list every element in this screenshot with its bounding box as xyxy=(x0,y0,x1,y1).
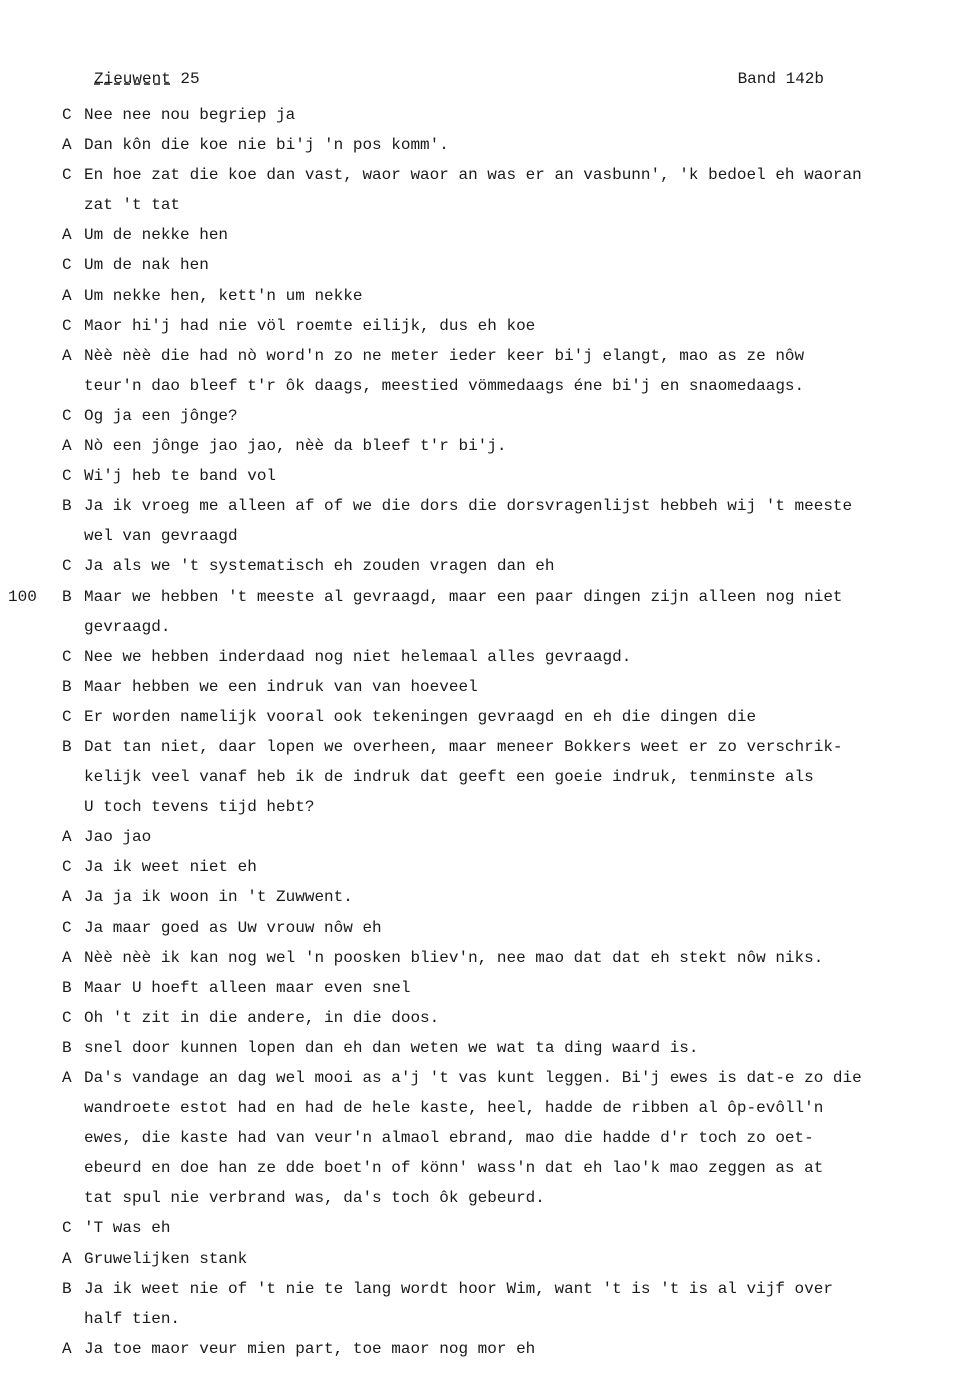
speaker-label: C xyxy=(62,1008,72,1027)
line-text: Ja als we 't systematisch eh zouden vragen dan eh xyxy=(84,557,555,576)
line-text: 'T was eh xyxy=(84,1219,171,1238)
transcript-line xyxy=(0,341,979,371)
transcript-line xyxy=(0,1123,979,1153)
line-text: Nee we hebben inderdaad nog niet helemaal alles gevraagd. xyxy=(84,647,632,666)
transcript-line xyxy=(0,220,979,250)
transcript-line xyxy=(0,1063,979,1093)
line-text: Maar U hoeft alleen maar even snel xyxy=(84,978,411,997)
place-name: Zieuwent xyxy=(94,70,171,88)
transcript-line xyxy=(0,1274,979,1304)
line-text: tat spul nie verbrand was, da's toch ôk gebeurd. xyxy=(84,1189,545,1208)
transcript-line xyxy=(0,1304,979,1334)
line-text: Maar hebben we een indruk van van hoeveel xyxy=(84,677,478,696)
transcript-lines xyxy=(0,100,979,1364)
speaker-label: A xyxy=(62,948,72,967)
transcript-line xyxy=(0,250,979,280)
page-title xyxy=(94,70,200,88)
transcript-line xyxy=(0,1033,979,1063)
transcript-line xyxy=(0,943,979,973)
transcript-line xyxy=(0,1334,979,1364)
line-text: Jao jao xyxy=(84,828,152,847)
speaker-label: A xyxy=(62,888,72,907)
line-text: snel door kunnen lopen dan eh dan weten we wat ta ding waard is. xyxy=(84,1038,699,1057)
speaker-label: C xyxy=(62,256,72,275)
line-text: Um de nak hen xyxy=(84,256,209,275)
line-text: wel van gevraagd xyxy=(84,527,238,546)
speaker-label: B xyxy=(62,677,72,696)
line-text: Nèè nèè ik kan nog wel 'n poosken bliev'n, nee mao dat dat eh stekt nôw niks. xyxy=(84,948,824,967)
band-label: Band 142b xyxy=(737,70,824,88)
transcript-line xyxy=(0,1153,979,1183)
transcript-line xyxy=(0,190,979,220)
transcript-line xyxy=(0,130,979,160)
transcript-line xyxy=(0,311,979,341)
transcript-line xyxy=(0,913,979,943)
speaker-label: A xyxy=(62,346,72,365)
speaker-label: B xyxy=(62,1279,72,1298)
speaker-label: B xyxy=(62,587,72,606)
speaker-label: A xyxy=(62,286,72,305)
line-text: Gruwelijken stank xyxy=(84,1249,248,1268)
line-text: Ja toe maor veur mien part, toe maor nog mor eh xyxy=(84,1339,536,1358)
line-text: En hoe zat die koe dan vast, waor waor an was er an vasbunn', 'k bedoel eh waoran xyxy=(84,166,862,185)
speaker-label: A xyxy=(62,437,72,456)
transcript-line xyxy=(0,612,979,642)
line-text: Nèè nèè die had nò word'n zo ne meter ieder keer bi'j elangt, mao as ze nôw xyxy=(84,346,805,365)
line-text: zat 't tat xyxy=(84,196,181,215)
transcript-line xyxy=(0,1093,979,1123)
speaker-label: C xyxy=(62,918,72,937)
line-text: teur'n dao bleef t'r ôk daags, meestied vömmedaags éne bi'j en snaomedaags. xyxy=(84,376,805,395)
transcript-line xyxy=(0,100,979,130)
transcript-line xyxy=(0,732,979,762)
transcript-line xyxy=(0,1244,979,1274)
transcript-line xyxy=(0,281,979,311)
line-text: ebeurd en doe han ze dde boet'n of könn' wass'n dat eh lao'k mao zeggen as at xyxy=(84,1159,824,1178)
line-text: kelijk veel vanaf heb ik de indruk dat geeft een goeie indruk, tenminste als xyxy=(84,768,814,787)
line-text: Maor hi'j had nie völ roemte eilijk, dus eh koe xyxy=(84,316,536,335)
transcript-line xyxy=(0,852,979,882)
transcript-line xyxy=(0,973,979,1003)
speaker-label: C xyxy=(62,707,72,726)
line-text: Da's vandage an dag wel mooi as a'j 't vas kunt leggen. Bi'j ewes is dat-e zo die xyxy=(84,1069,862,1087)
line-text: Er worden namelijk vooral ook tekeningen gevraagd en eh die dingen die xyxy=(84,707,757,726)
speaker-label: A xyxy=(62,1339,72,1358)
speaker-label: B xyxy=(62,1038,72,1057)
line-text: Um de nekke hen xyxy=(84,226,229,245)
transcript-line xyxy=(0,461,979,491)
line-text: gevraagd. xyxy=(84,617,171,636)
line-text: U toch tevens tijd hebt? xyxy=(84,798,315,817)
line-text: Maar we hebben 't meeste al gevraagd, maar een paar dingen zijn alleen nog niet xyxy=(84,587,843,606)
transcript-line xyxy=(0,160,979,190)
transcript-line xyxy=(0,1003,979,1033)
transcript-line xyxy=(0,582,979,612)
speaker-label: A xyxy=(62,1249,72,1268)
transcript-line xyxy=(0,521,979,551)
speaker-label: A xyxy=(62,136,72,155)
page-header xyxy=(94,70,824,92)
speaker-label: C xyxy=(62,467,72,486)
transcript-line xyxy=(0,371,979,401)
transcript-line xyxy=(0,672,979,702)
transcript-line xyxy=(0,1183,979,1213)
line-text: wandroete estot had en had de hele kaste, heel, hadde de ribben al ôp-evôll'n xyxy=(84,1099,824,1118)
transcript-line xyxy=(0,551,979,581)
line-text: Nò een jônge jao jao, nèè da bleef t'r bi'j. xyxy=(84,437,507,456)
speaker-label: C xyxy=(62,1219,72,1238)
line-text: Wi'j heb te band vol xyxy=(84,467,277,486)
speaker-label: C xyxy=(62,166,72,185)
speaker-label: A xyxy=(62,828,72,847)
speaker-label: C xyxy=(62,557,72,576)
page-number: 25 xyxy=(180,70,200,88)
line-text: Nee nee nou begriep ja xyxy=(84,106,296,124)
transcript-line xyxy=(0,762,979,792)
speaker-label: C xyxy=(62,858,72,877)
line-text: ewes, die kaste had van veur'n almaol ebrand, mao die hadde d'r toch zo oet- xyxy=(84,1129,814,1148)
line-text: Ja maar goed as Uw vrouw nôw eh xyxy=(84,918,382,937)
transcript-line xyxy=(0,702,979,732)
line-text: Oh 't zit in die andere, in die doos. xyxy=(84,1008,440,1027)
line-text: Dat tan niet, daar lopen we overheen, maar meneer Bokkers weet er zo verschrik- xyxy=(84,737,843,756)
transcript-line xyxy=(0,822,979,852)
speaker-label: C xyxy=(62,406,72,425)
line-text: Ja ik vroeg me alleen af of we die dors die dorsvragenlijst hebbeh wij 't meeste xyxy=(84,497,853,516)
transcript-line xyxy=(0,1213,979,1243)
speaker-label: C xyxy=(62,316,72,335)
transcript-line xyxy=(0,792,979,822)
speaker-label: C xyxy=(62,647,72,666)
transcript-line xyxy=(0,401,979,431)
transcript-line xyxy=(0,642,979,672)
speaker-label: B xyxy=(62,978,72,997)
speaker-label: B xyxy=(62,737,72,756)
speaker-label: B xyxy=(62,497,72,516)
line-text: Ja ja ik woon in 't Zuwwent. xyxy=(84,888,353,907)
line-text: Ja ik weet nie of 't nie te lang wordt hoor Wim, want 't is 't is al vijf over xyxy=(84,1279,833,1298)
speaker-label: A xyxy=(62,226,72,245)
line-number: 100 xyxy=(8,587,37,606)
transcript-line xyxy=(0,491,979,521)
line-text: Dan kôn die koe nie bi'j 'n pos komm'. xyxy=(84,136,449,155)
transcript-line xyxy=(0,431,979,461)
line-text: half tien. xyxy=(84,1309,181,1328)
speaker-label: C xyxy=(62,106,72,124)
line-text: Og ja een jônge? xyxy=(84,406,238,425)
transcript-line xyxy=(0,882,979,912)
line-text: Um nekke hen, kett'n um nekke xyxy=(84,286,363,305)
line-text: Ja ik weet niet eh xyxy=(84,858,257,877)
speaker-label: A xyxy=(62,1069,72,1087)
